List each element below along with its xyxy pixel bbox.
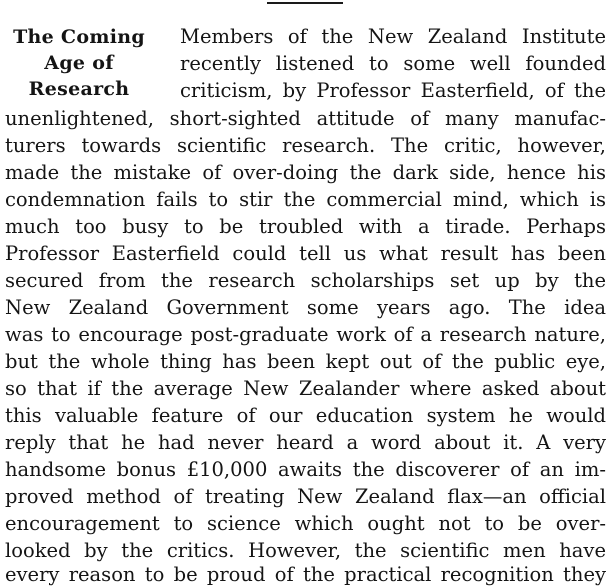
heading-line-3: Research <box>28 78 130 100</box>
body-line: proved method of treating New Zealand flax—an official <box>5 485 606 508</box>
body-line: recently listened to some well founded <box>180 52 606 75</box>
body-line: unenlightened, short-sighted attitude of many manufac- <box>5 107 606 130</box>
heading-line-2: Age of <box>44 52 114 74</box>
body-line: criticism, by Professor Easterfield, of the <box>180 79 606 102</box>
body-line: Professor Easterfield could tell us what result has been <box>5 242 606 265</box>
body-line: every reason to be proud of the practical recognition they <box>5 563 606 586</box>
body-line: looked by the critics. However, the scientific men have <box>5 539 606 562</box>
body-line: so that if the average New Zealander where asked about <box>5 377 606 400</box>
top-rule-divider <box>267 2 343 4</box>
body-line: encouragement to science which ought not to be over- <box>5 512 606 535</box>
body-line: handsome bonus £10,000 awaits the discoverer of an im- <box>5 458 606 481</box>
heading-line-1: The Coming <box>13 26 145 48</box>
body-line: but the whole thing has been kept out of the public eye, <box>5 350 606 373</box>
body-line: made the mistake of over-doing the dark side, hence his <box>5 161 606 184</box>
body-line: New Zealand Government some years ago. The idea <box>5 296 606 319</box>
article-side-heading <box>4 24 154 102</box>
body-line: condemnation fails to stir the commercial mind, which is <box>5 188 606 211</box>
body-line: turers towards scientific research. The critic, however, <box>5 134 606 157</box>
body-line: Members of the New Zealand Institute <box>180 25 606 48</box>
body-line: reply that he had never heard a word about it. A very <box>5 431 606 454</box>
body-line: secured from the research scholarships set up by the <box>5 269 606 292</box>
body-line: was to encourage post-graduate work of a research nature, <box>5 323 606 346</box>
body-line: much too busy to be troubled with a tirade. Perhaps <box>5 215 606 238</box>
body-line: this valuable feature of our education system he would <box>5 404 606 427</box>
